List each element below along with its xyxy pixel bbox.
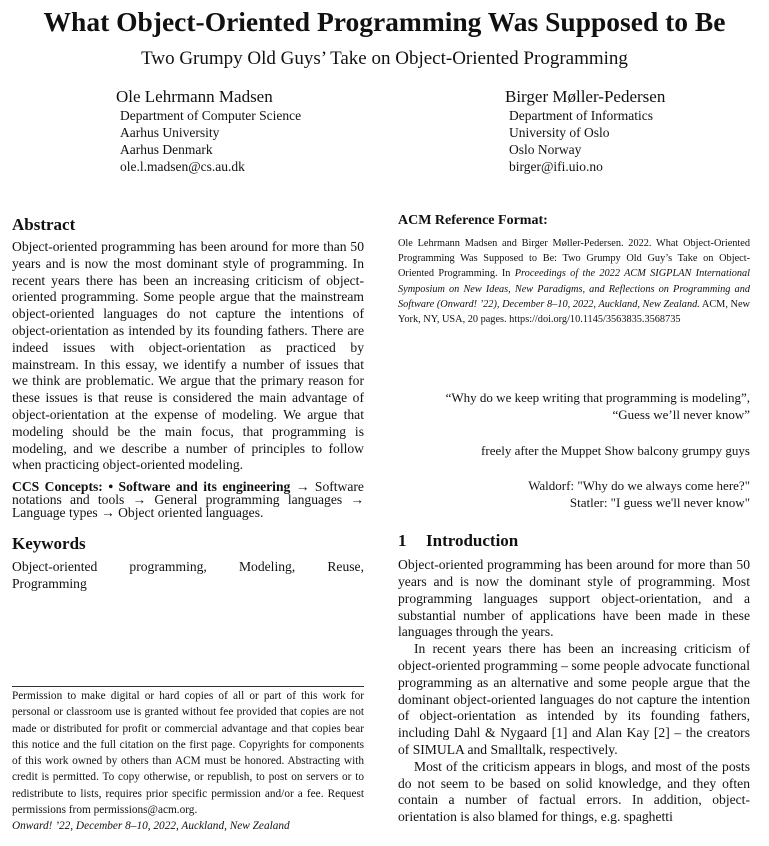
acm-reference-text <box>398 236 750 327</box>
acm-reference-heading: ACM Reference Format: <box>398 213 548 228</box>
paper-subtitle: Two Grumpy Old Guys’ Take on Object-Oriented Programming <box>141 48 628 69</box>
acm-reference-venue: Proceedings of the 2022 ACM SIGPLAN International Symposium on New Ideas, New Paradigms, and Reflections on Programming and Software (Onward! ’22), December 8–10, 2022, Auckland, New Zealand. <box>398 268 751 310</box>
acm-reference-plain: Ole Lehrmann Madsen and Birger Møller-Pedersen. 2022. What Object-Oriented Programming Was Supposed to Be: Two Grumpy Old Guy’s Take on Object-Oriented Programming. In <box>398 238 750 280</box>
left-column <box>12 214 364 592</box>
author-email[interactable]: ole.l.madsen@cs.au.dk <box>120 159 245 174</box>
author-institution: University of Oslo <box>509 125 610 140</box>
keywords-line-2: Programming <box>12 576 87 592</box>
section-title: Introduction <box>426 531 519 551</box>
epigraph-attribution: freely after the Muppet Show balcony grumpy guys <box>481 443 750 459</box>
epigraph-dialogue <box>398 477 750 511</box>
author-name: Birger Møller-Pedersen <box>505 87 666 106</box>
keywords-heading: Keywords <box>12 534 86 554</box>
conference-line: Onward! ’22, December 8–10, 2022, Auckland, New Zealand <box>12 820 290 833</box>
ccs-primary: • Software and its engineering <box>108 479 291 495</box>
keywords-line-1: Object-oriented programming, Modeling, Reuse, <box>12 559 364 575</box>
author-location: Oslo Norway <box>509 142 582 157</box>
ccs-label: CCS Concepts: <box>12 479 103 495</box>
epigraph-quote-line-1: “Why do we keep writing that programming is modeling”, <box>445 390 750 406</box>
epigraph-quote <box>398 389 750 423</box>
permission-text: Permission to make digital or hard copies of all or part of this work for personal or classroom use is granted without fee provided that copies are not made or distributed for profit or commercial advantage and that copies bear this notice and the full citation on the first page. Copyrights for components of this work owned by others than ACM must be honored. Abstracting with credit is permitted. To copy otherwise, or republish, to post on servers or to redistribute to lists, requires prior specific permission and/or a fee. Request permissions from permissions@acm.org. <box>12 690 364 817</box>
introduction-heading <box>398 530 750 552</box>
ccs-concepts <box>12 480 364 519</box>
permission-notice <box>12 686 364 835</box>
introduction-paragraph-2: In recent years there has been an increasing criticism of object-oriented programming – some people advocate functional programming as an alternative and some people argue that the dominant object-oriented languages do not capture the intention of object-orientation as intended by its founding fathers, including Dahl & Nygaard [1] and Alan Kay [2] – the creators of SIMULA and Smalltalk, respectively. <box>398 641 750 757</box>
author-email[interactable]: birger@ifi.uio.no <box>509 159 603 174</box>
author-block-1 <box>116 86 301 175</box>
introduction-paragraph-3: Most of the criticism appears in blogs, and most of the posts do not seem to be based on solid knowledge, and they often contain a number of factual errors. In addition, object-orientation is also blamed for things, e.g. spaghetti <box>398 758 750 825</box>
section-number: 1 <box>398 531 407 551</box>
author-department: Department of Informatics <box>509 108 653 123</box>
right-column <box>398 212 750 826</box>
author-institution: Aarhus University <box>120 125 220 140</box>
author-block-2 <box>505 86 665 175</box>
ccs-path: → Software notations and tools → General programming languages → Language types → Object oriented languages. <box>12 479 364 521</box>
epigraph-statler: Statler: "I guess we'll never know" <box>569 495 750 511</box>
introduction-body <box>398 557 750 826</box>
abstract-text: Object-oriented programming has been around for more than 50 years and is now the most dominant style of programming. In recent years there has been an increasing criticism of object-oriented programming. Some people argue that the mainstream object-oriented languages do not capture the intentions of object-orientation as intended by its founding fathers. There are indeed issues with object-orientation as practiced by mainstream. In this essay, we identify a number of issues that we think are problematic. We argue that the primary reason for these issues is that reuse is considered the main advantage of object-orientation at the expense of modeling. We argue that modeling should be the main focus, that programming is modeling, and we describe a number of principles to follow when practicing object-oriented modeling. <box>12 239 364 473</box>
author-department: Department of Computer Science <box>120 108 302 123</box>
epigraph-quote-line-2: “Guess we’ll never know” <box>612 407 750 423</box>
acm-reference-tail[interactable]: ACM, New York, NY, USA, 20 pages. https://doi.org/10.1145/3563835.3568735 <box>398 298 750 326</box>
abstract-heading: Abstract <box>12 215 76 234</box>
author-location: Aarhus Denmark <box>120 142 213 157</box>
epigraph-waldorf: Waldorf: "Why do we always come here?" <box>528 478 750 494</box>
author-name: Ole Lehrmann Madsen <box>116 87 273 106</box>
paper-title: What Object-Oriented Programming Was Supposed to Be <box>43 6 726 37</box>
introduction-paragraph-1: Object-oriented programming has been around for more than 50 years and is now the dominant style of programming. Most programming languages support object-orientation, and a substantial number of applications have been made in these languages through the years. <box>398 557 750 640</box>
